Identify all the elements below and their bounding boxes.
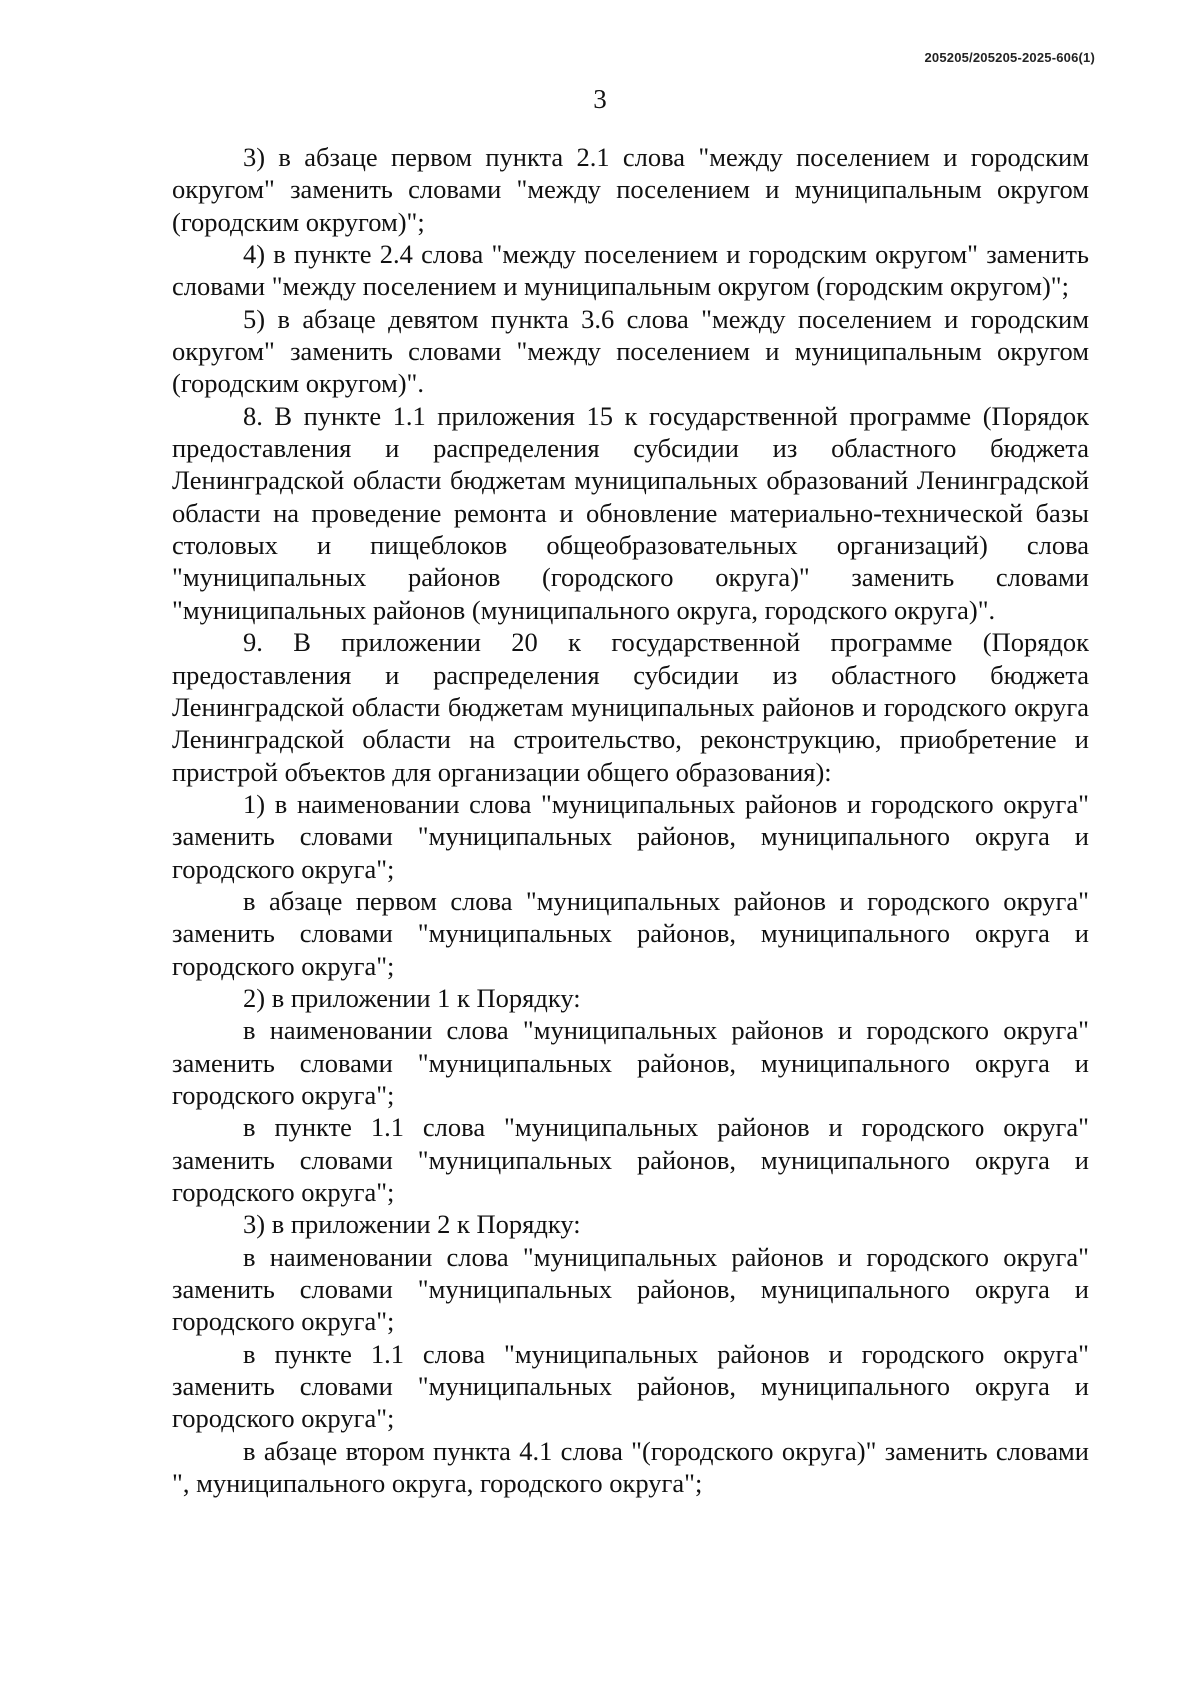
document-id: 205205/205205-2025-606(1) <box>924 50 1095 65</box>
paragraph-5-point-3-6: 5) в абзаце девятом пункта 3.6 слова "между поселением и городским округом" заменить словами "между поселением и муниципальным округом (городским округом)". <box>172 303 1089 399</box>
paragraph-9-1-first-abzac: в абзаце первом слова "муниципальных районов и городского округа" заменить словами "муниципальных районов, муниципального округа и городского округа"; <box>172 885 1089 981</box>
paragraph-3-point-2-1: 3) в абзаце первом пункта 2.1 слова "между поселением и городским округом" заменить словами "между поселением и муниципальным округом (городским округом)"; <box>172 142 1089 237</box>
paragraph-9-3-appendix-2: 3) в приложении 2 к Порядку: <box>243 1209 581 1240</box>
paragraph-9-1-name: 1) в наименовании слова "муниципальных районов и городского округа" заменить словами "муниципальных районов, муниципального округа и городского округа"; <box>172 788 1089 884</box>
paragraph-item-9: 9. В приложении 20 к государственной программе (Порядок предоставления и распределения субсидии из областного бюджета Ленинградской области бюджетам муниципальных районов и городского округа Ленинградской области на строительство, реконструкцию, приобретение и пристрой объектов для организации общего образования): <box>172 627 1089 787</box>
paragraph-9-3-point-1-1: в пункте 1.1 слова "муниципальных районов и городского округа" заменить словами "муниципальных районов, муниципального округа и городского округа"; <box>172 1338 1089 1434</box>
paragraph-9-3-point-4-1: в абзаце втором пункта 4.1 слова "(городского округа)" заменить словами ", муниципального округа, городского округа"; <box>172 1435 1089 1499</box>
paragraph-9-2-point-1-1: в пункте 1.1 слова "муниципальных районов и городского округа" заменить словами "муниципальных районов, муниципального округа и городского округа"; <box>172 1112 1089 1207</box>
page-number: 3 <box>593 84 607 114</box>
paragraph-9-3-name: в наименовании слова "муниципальных районов и городского округа" заменить словами "муниципальных районов, муниципального округа и городского округа"; <box>172 1241 1089 1337</box>
paragraph-item-8: 8. В пункте 1.1 приложения 15 к государственной программе (Порядок предоставления и распределения субсидии из областного бюджета Ленинградской области бюджетам муниципальных образований Ленинградской области на проведение ремонта и обновление материально-технической базы столовых и пищеблоков общеобразовательных организаций) слова "муниципальных районов (городского округа)" заменить словами "муниципальных районов (муниципального округа, городского округа)". <box>172 400 1089 625</box>
paragraph-9-2-appendix-1: 2) в приложении 1 к Порядку: <box>243 982 581 1013</box>
paragraph-9-2-name: в наименовании слова "муниципальных районов и городского округа" заменить словами "муниципальных районов, муниципального округа и городского округа"; <box>172 1015 1089 1110</box>
paragraph-4-point-2-4: 4) в пункте 2.4 слова "между поселением и городским округом" заменить словами "между поселением и муниципальным округом (городским округом)"; <box>172 239 1089 302</box>
document-body <box>172 141 1089 1499</box>
